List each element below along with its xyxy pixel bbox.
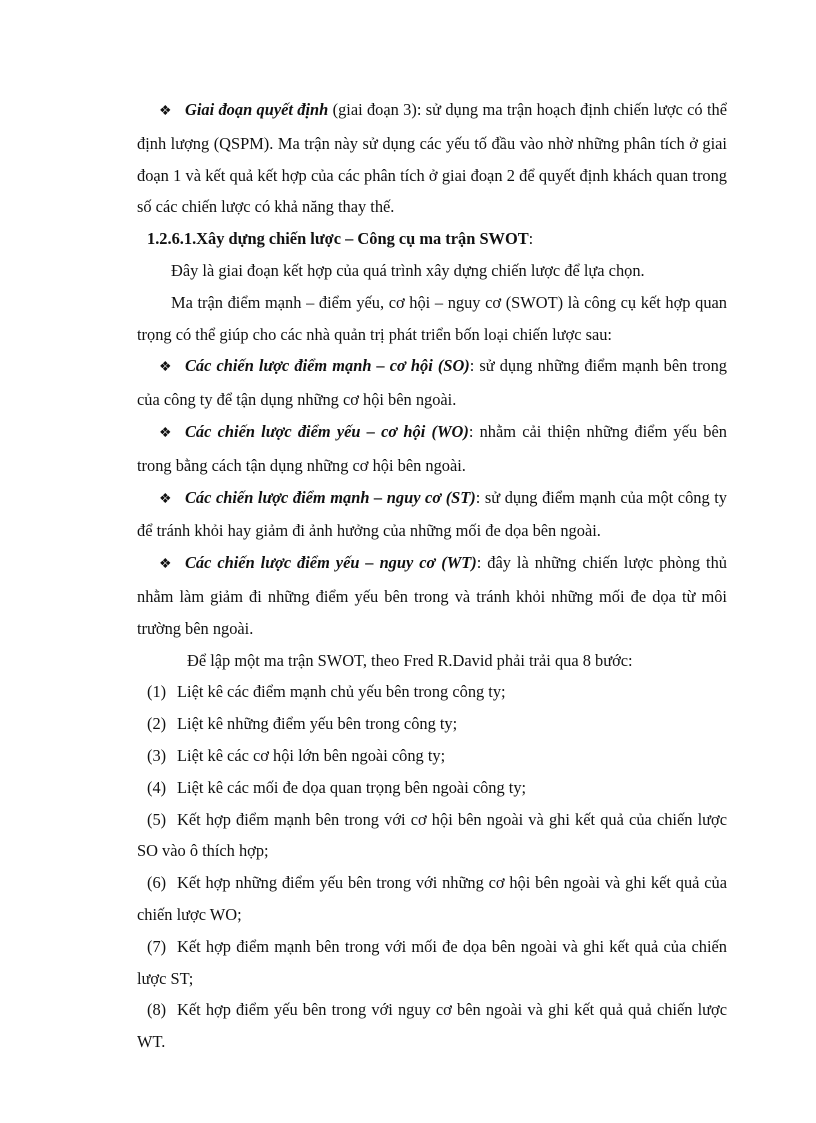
- step-number: (5): [147, 809, 167, 829]
- step-number: (8): [147, 1000, 167, 1020]
- diamond-bullet-icon: ❖: [159, 491, 172, 507]
- section-heading-text: 1.2.6.1.Xây dựng chiến lược – Công cụ ma trận SWOT: [147, 229, 529, 249]
- step-text: Liệt kê các điểm mạnh chủ yếu bên trong công ty;: [177, 682, 506, 702]
- step-item: [137, 867, 727, 931]
- document-page: [137, 94, 727, 1058]
- step-text: Liệt kê các mối đe dọa quan trọng bên ngoài công ty;: [177, 777, 527, 797]
- qspm-text: (giai đoạn 3): sử dụng ma trận hoạch định chiến lược có thể định lượng (QSPM). Ma trận này sử dụng các yếu tố đầu vào nhờ những phân tích ở giai đoạn 1 và kết quả kết hợp của các phân tích ở giai đoạn 2 để quyết định khách quan trong số các chiến lược có khả năng thay thế.: [137, 100, 727, 217]
- diamond-bullet-icon: ❖: [159, 360, 172, 376]
- strategy-text: : đây là những chiến lược phòng thủ nhằm làm giảm đi những điểm yếu bên trong và tránh khỏi những mối đe dọa từ môi trường bên ngoài.: [137, 553, 727, 638]
- diamond-bullet-icon: ❖: [159, 104, 172, 119]
- strategy-term: Các chiến lược điểm yếu – nguy cơ (WT): [185, 553, 477, 573]
- diamond-bullet-icon: ❖: [159, 557, 172, 573]
- step-item: [137, 708, 727, 740]
- step-number: (1): [147, 682, 167, 702]
- intro-paragraph-2: Ma trận điểm mạnh – điểm yếu, cơ hội – nguy cơ (SWOT) là công cụ kết hợp quan trọng có thể giúp cho các nhà quản trị phát triển bốn loại chiến lược sau:: [137, 292, 727, 344]
- step-text: Kết hợp điểm mạnh bên trong với cơ hội bên ngoài và ghi kết quả của chiến lược SO vào ô thích hợp;: [137, 809, 727, 861]
- step-text: Kết hợp điểm yếu bên trong với nguy cơ bên ngoài và ghi kết quả quả chiến lược WT.: [137, 1000, 727, 1052]
- strategy-text: : nhằm cải thiện những điểm yếu bên trong bằng cách tận dụng những cơ hội bên ngoài.: [137, 421, 727, 475]
- step-number: (4): [147, 777, 167, 797]
- step-text: Liệt kê những điểm yếu bên trong công ty;: [177, 714, 458, 734]
- step-text: Liệt kê các cơ hội lớn bên ngoài công ty;: [177, 745, 446, 765]
- step-number: (3): [147, 745, 167, 765]
- section-heading: [137, 223, 727, 255]
- strategy-wo: [137, 416, 727, 482]
- step-number: (2): [147, 714, 167, 734]
- strategy-term: Các chiến lược điểm mạnh – cơ hội (SO): [185, 356, 470, 376]
- strategy-st: [137, 482, 727, 548]
- intro-paragraph-1: Đây là giai đoạn kết hợp của quá trình xây dựng chiến lược để lựa chọn.: [171, 260, 645, 280]
- strategy-text: : sử dụng những điểm mạnh bên trong của công ty để tận dụng những cơ hội bên ngoài.: [137, 356, 727, 410]
- steps-intro: Để lập một ma trận SWOT, theo Fred R.David phải trải qua 8 bước:: [187, 650, 633, 670]
- qspm-paragraph: [137, 94, 727, 223]
- step-number: (7): [147, 936, 167, 956]
- section-heading-suffix: :: [528, 229, 534, 249]
- strategy-text: : sử dụng điểm mạnh của một công ty để tránh khỏi hay giảm đi ảnh hưởng của những mối đe dọa bên ngoài.: [137, 487, 727, 541]
- strategy-wt: [137, 547, 727, 644]
- step-item: [137, 772, 727, 804]
- step-number: (6): [147, 873, 167, 893]
- step-item: [137, 676, 727, 708]
- step-item: [137, 994, 727, 1058]
- qspm-term: Giai đoạn quyết định: [185, 100, 329, 119]
- step-item: [137, 931, 727, 995]
- strategy-term: Các chiến lược điểm mạnh – nguy cơ (ST): [185, 487, 476, 507]
- step-item: [137, 804, 727, 868]
- diamond-bullet-icon: ❖: [159, 425, 172, 441]
- strategy-so: [137, 350, 727, 416]
- strategy-term: Các chiến lược điểm yếu – cơ hội (WO): [185, 421, 469, 441]
- step-text: Kết hợp những điểm yếu bên trong với những cơ hội bên ngoài và ghi kết quả của chiến lược WO;: [137, 873, 727, 924]
- step-text: Kết hợp điểm mạnh bên trong với mối đe dọa bên ngoài và ghi kết quả của chiến lược ST;: [137, 936, 727, 988]
- step-item: [137, 740, 727, 772]
